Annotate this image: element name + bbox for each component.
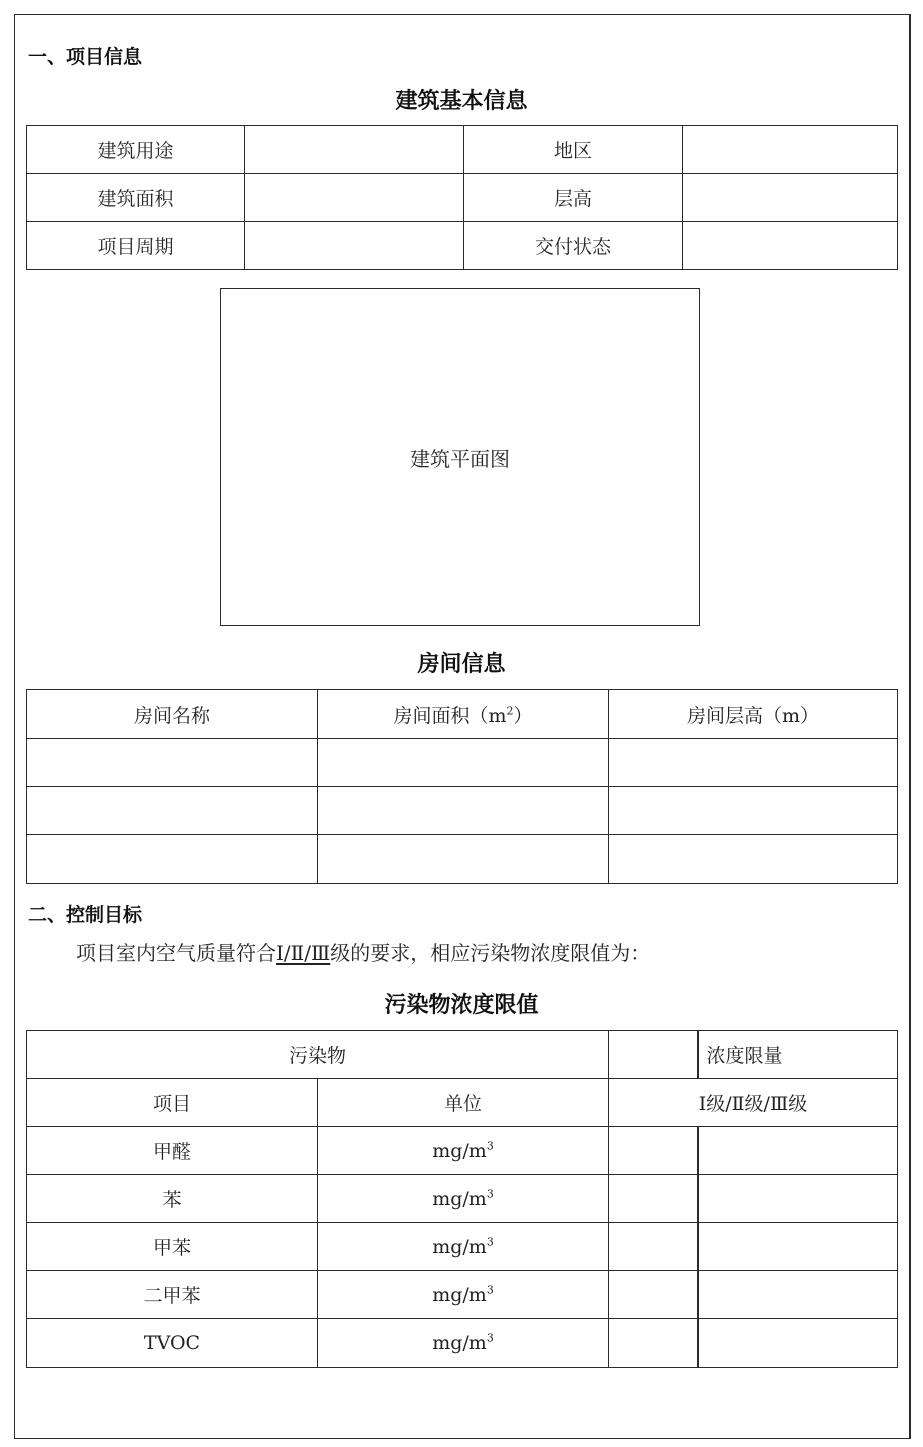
- pollutant-unit: [318, 1223, 609, 1271]
- table-row: [27, 1319, 898, 1368]
- pollutant-table-title: 污染物浓度限值: [384, 993, 539, 1018]
- header-grades: Ⅰ级/Ⅱ级/Ⅲ级: [609, 1079, 898, 1127]
- header-room-area: [318, 690, 609, 739]
- field-room-area[interactable]: [318, 739, 609, 787]
- field-room-area[interactable]: [318, 787, 609, 835]
- field-region[interactable]: [683, 126, 898, 174]
- unit-sup: 3: [486, 1331, 494, 1345]
- header-blank: [609, 1031, 697, 1079]
- field-room-area[interactable]: [318, 835, 609, 884]
- target-sentence: [76, 937, 650, 966]
- pollutant-item: 二甲苯: [27, 1271, 318, 1319]
- field-limit[interactable]: [609, 1127, 898, 1175]
- pollutant-unit: [318, 1271, 609, 1319]
- table-header-row: [27, 1079, 898, 1127]
- unit-sup: 3: [486, 1235, 494, 1249]
- table-row: [27, 739, 898, 787]
- header-room-area-sup: 2: [506, 704, 514, 718]
- field-room-height[interactable]: [609, 739, 898, 787]
- field-floor-height[interactable]: [683, 174, 898, 222]
- table-row: [27, 222, 898, 270]
- floor-plan-label: 建筑平面图: [410, 446, 510, 471]
- field-project-period[interactable]: [245, 222, 464, 270]
- pollutant-limit-table: [26, 1030, 898, 1368]
- field-room-height[interactable]: [609, 787, 898, 835]
- header-room-area-text: 房间面积（m: [393, 704, 507, 727]
- field-room-name[interactable]: [27, 739, 318, 787]
- table-row: [27, 1271, 898, 1319]
- field-room-name[interactable]: [27, 835, 318, 884]
- header-limit: 浓度限量: [697, 1031, 898, 1079]
- target-sentence-end: 级的要求，相应污染物浓度限值为：: [330, 941, 651, 965]
- building-info-table: [26, 125, 898, 270]
- unit-text: mg/m: [432, 1332, 487, 1354]
- header-pollutant: 污染物: [27, 1031, 609, 1079]
- building-info-title: 建筑基本信息: [395, 89, 528, 114]
- pollutant-item: 甲苯: [27, 1223, 318, 1271]
- table-header-row: [27, 1031, 898, 1079]
- label-region: 地区: [464, 126, 683, 174]
- field-delivery-status[interactable]: [683, 222, 898, 270]
- label-floor-height: 层高: [464, 174, 683, 222]
- label-project-period: 项目周期: [27, 222, 245, 270]
- grade-options[interactable]: Ⅰ/Ⅱ/Ⅲ: [276, 941, 331, 965]
- pollutant-item: 苯: [27, 1175, 318, 1223]
- room-info-title: 房间信息: [417, 652, 506, 677]
- table-row: [27, 1127, 898, 1175]
- field-limit[interactable]: [609, 1223, 898, 1271]
- label-area: 建筑面积: [27, 174, 245, 222]
- unit-text: mg/m: [432, 1283, 487, 1306]
- table-row: [27, 1223, 898, 1271]
- unit-text: mg/m: [432, 1139, 487, 1162]
- limit-divider-bottom: [697, 1127, 699, 1367]
- pollutant-unit: [318, 1127, 609, 1175]
- label-delivery-status: 交付状态: [464, 222, 683, 270]
- unit-text: mg/m: [432, 1235, 487, 1258]
- room-info-table: [26, 689, 898, 884]
- pollutant-unit: [318, 1175, 609, 1223]
- header-room-area-close: ）: [513, 704, 533, 727]
- field-usage[interactable]: [245, 126, 464, 174]
- table-row: [27, 126, 898, 174]
- field-room-name[interactable]: [27, 787, 318, 835]
- header-room-height: 房间层高（m）: [609, 690, 898, 739]
- header-room-name: 房间名称: [27, 690, 318, 739]
- table-row: [27, 174, 898, 222]
- section1-heading: 一、项目信息: [28, 46, 143, 68]
- field-limit[interactable]: [609, 1175, 898, 1223]
- label-usage: 建筑用途: [27, 126, 245, 174]
- unit-sup: 3: [486, 1283, 494, 1297]
- floor-plan-box[interactable]: [220, 288, 700, 626]
- table-row: [27, 1175, 898, 1223]
- pollutant-item: 甲醛: [27, 1127, 318, 1175]
- target-sentence-start: 项目室内空气质量符合: [76, 941, 276, 965]
- table-row: [27, 787, 898, 835]
- field-limit[interactable]: [609, 1319, 898, 1368]
- section2-heading: 二、控制目标: [28, 904, 143, 926]
- pollutant-unit: [318, 1319, 609, 1368]
- table-header-row: [27, 690, 898, 739]
- header-item: 项目: [27, 1079, 318, 1127]
- header-unit: 单位: [318, 1079, 609, 1127]
- table-row: [27, 835, 898, 884]
- unit-sup: 3: [486, 1187, 494, 1201]
- field-room-height[interactable]: [609, 835, 898, 884]
- field-area[interactable]: [245, 174, 464, 222]
- pollutant-item: TVOC: [27, 1319, 318, 1368]
- field-limit[interactable]: [609, 1271, 898, 1319]
- limit-divider-top: [697, 1030, 699, 1078]
- unit-text: mg/m: [432, 1187, 487, 1210]
- unit-sup: 3: [486, 1139, 494, 1153]
